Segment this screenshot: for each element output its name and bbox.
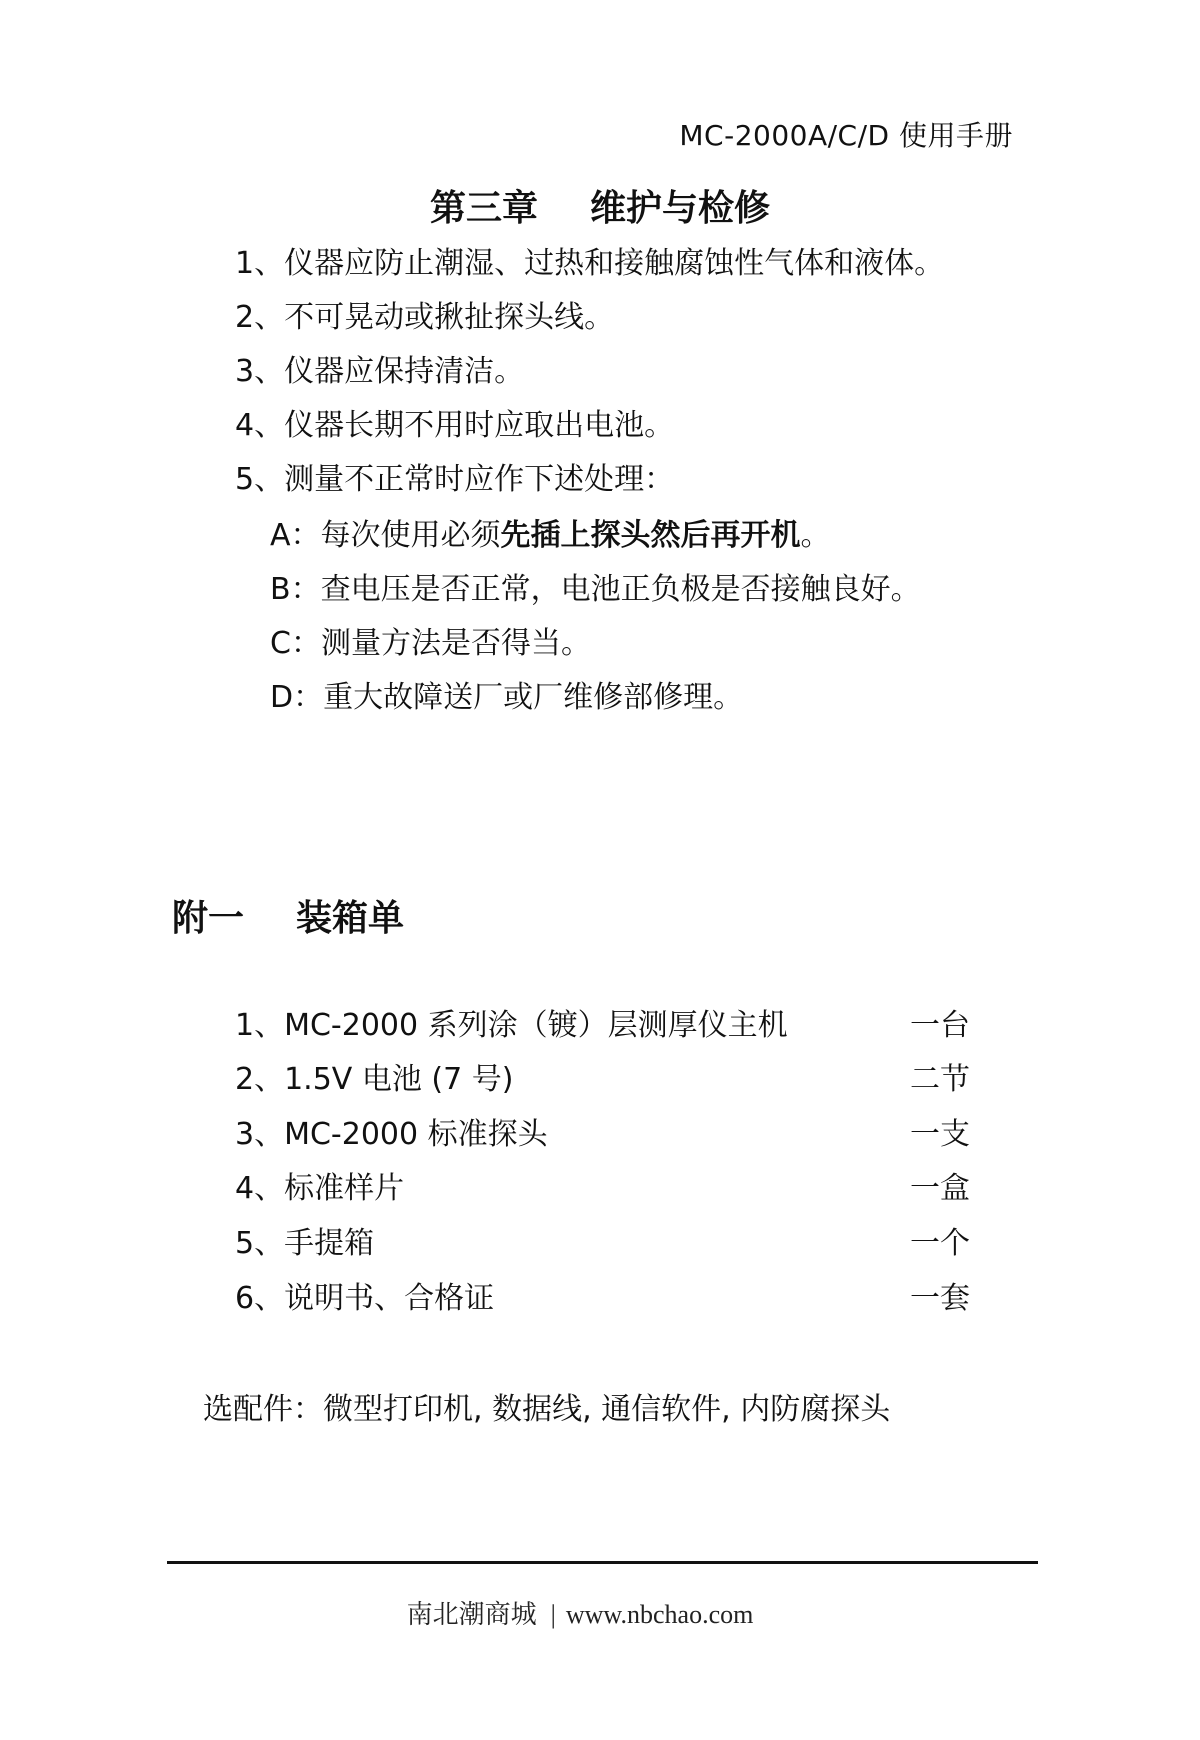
packing-item-name: 3、MC-2000 标准探头 [235, 1117, 548, 1152]
manual-header: MC-2000A/C/D 使用手册 [679, 119, 1013, 152]
chapter-title [0, 180, 1200, 231]
packing-item-name: 5、手提箱 [235, 1226, 375, 1261]
footer [0, 1594, 1160, 1631]
packing-item-name: 4、标准样片 [235, 1171, 405, 1206]
appendix-number: 附一 [172, 898, 245, 939]
troubleshoot-item-d: D：重大故障送厂或厂维修部修理。 [270, 680, 744, 715]
footer-site-name: 南北潮商城 [406, 1600, 537, 1629]
maintenance-item: 5、测量不正常时应作下述处理： [235, 462, 675, 497]
packing-item-name: 6、说明书、合格证 [235, 1281, 495, 1316]
maintenance-item: 4、仪器长期不用时应取出电池。 [235, 408, 675, 443]
packing-item-qty: 一支 [910, 1117, 970, 1152]
maintenance-item: 2、不可晃动或揪扯探头线。 [235, 300, 615, 335]
packing-item-qty: 一个 [910, 1226, 970, 1261]
chapter-number: 第三章 [429, 188, 538, 229]
appendix-name: 装箱单 [296, 898, 405, 939]
bold-instruction: 先插上探头然后再开机 [500, 518, 801, 553]
chapter-name: 维护与检修 [590, 188, 771, 229]
footer-url[interactable]: www.nbchao.com [565, 1600, 754, 1629]
troubleshoot-item-b: B：查电压是否正常，电池正负极是否接触良好。 [270, 572, 921, 607]
packing-item-qty: 二节 [910, 1062, 970, 1097]
footer-divider [167, 1561, 1038, 1564]
troubleshoot-item-a: A：每次使用必须先插上探头然后再开机。 [270, 518, 831, 553]
packing-item-qty: 一盒 [910, 1171, 970, 1206]
packing-item-qty: 一台 [910, 1008, 970, 1043]
packing-item-name: 1、MC-2000 系列涂（镀）层测厚仪主机 [235, 1008, 788, 1043]
maintenance-item: 3、仪器应保持清洁。 [235, 354, 525, 389]
footer-separator: | [550, 1600, 556, 1629]
optional-accessories: 选配件：微型打印机, 数据线, 通信软件, 内防腐探头 [203, 1392, 891, 1427]
maintenance-item: 1、仪器应防止潮湿、过热和接触腐蚀性气体和液体。 [235, 246, 945, 281]
troubleshoot-item-c: C：测量方法是否得当。 [270, 626, 591, 661]
appendix-title [172, 890, 404, 941]
packing-item-name: 2、1.5V 电池 (7 号) [235, 1062, 514, 1097]
packing-item-qty: 一套 [910, 1281, 970, 1316]
